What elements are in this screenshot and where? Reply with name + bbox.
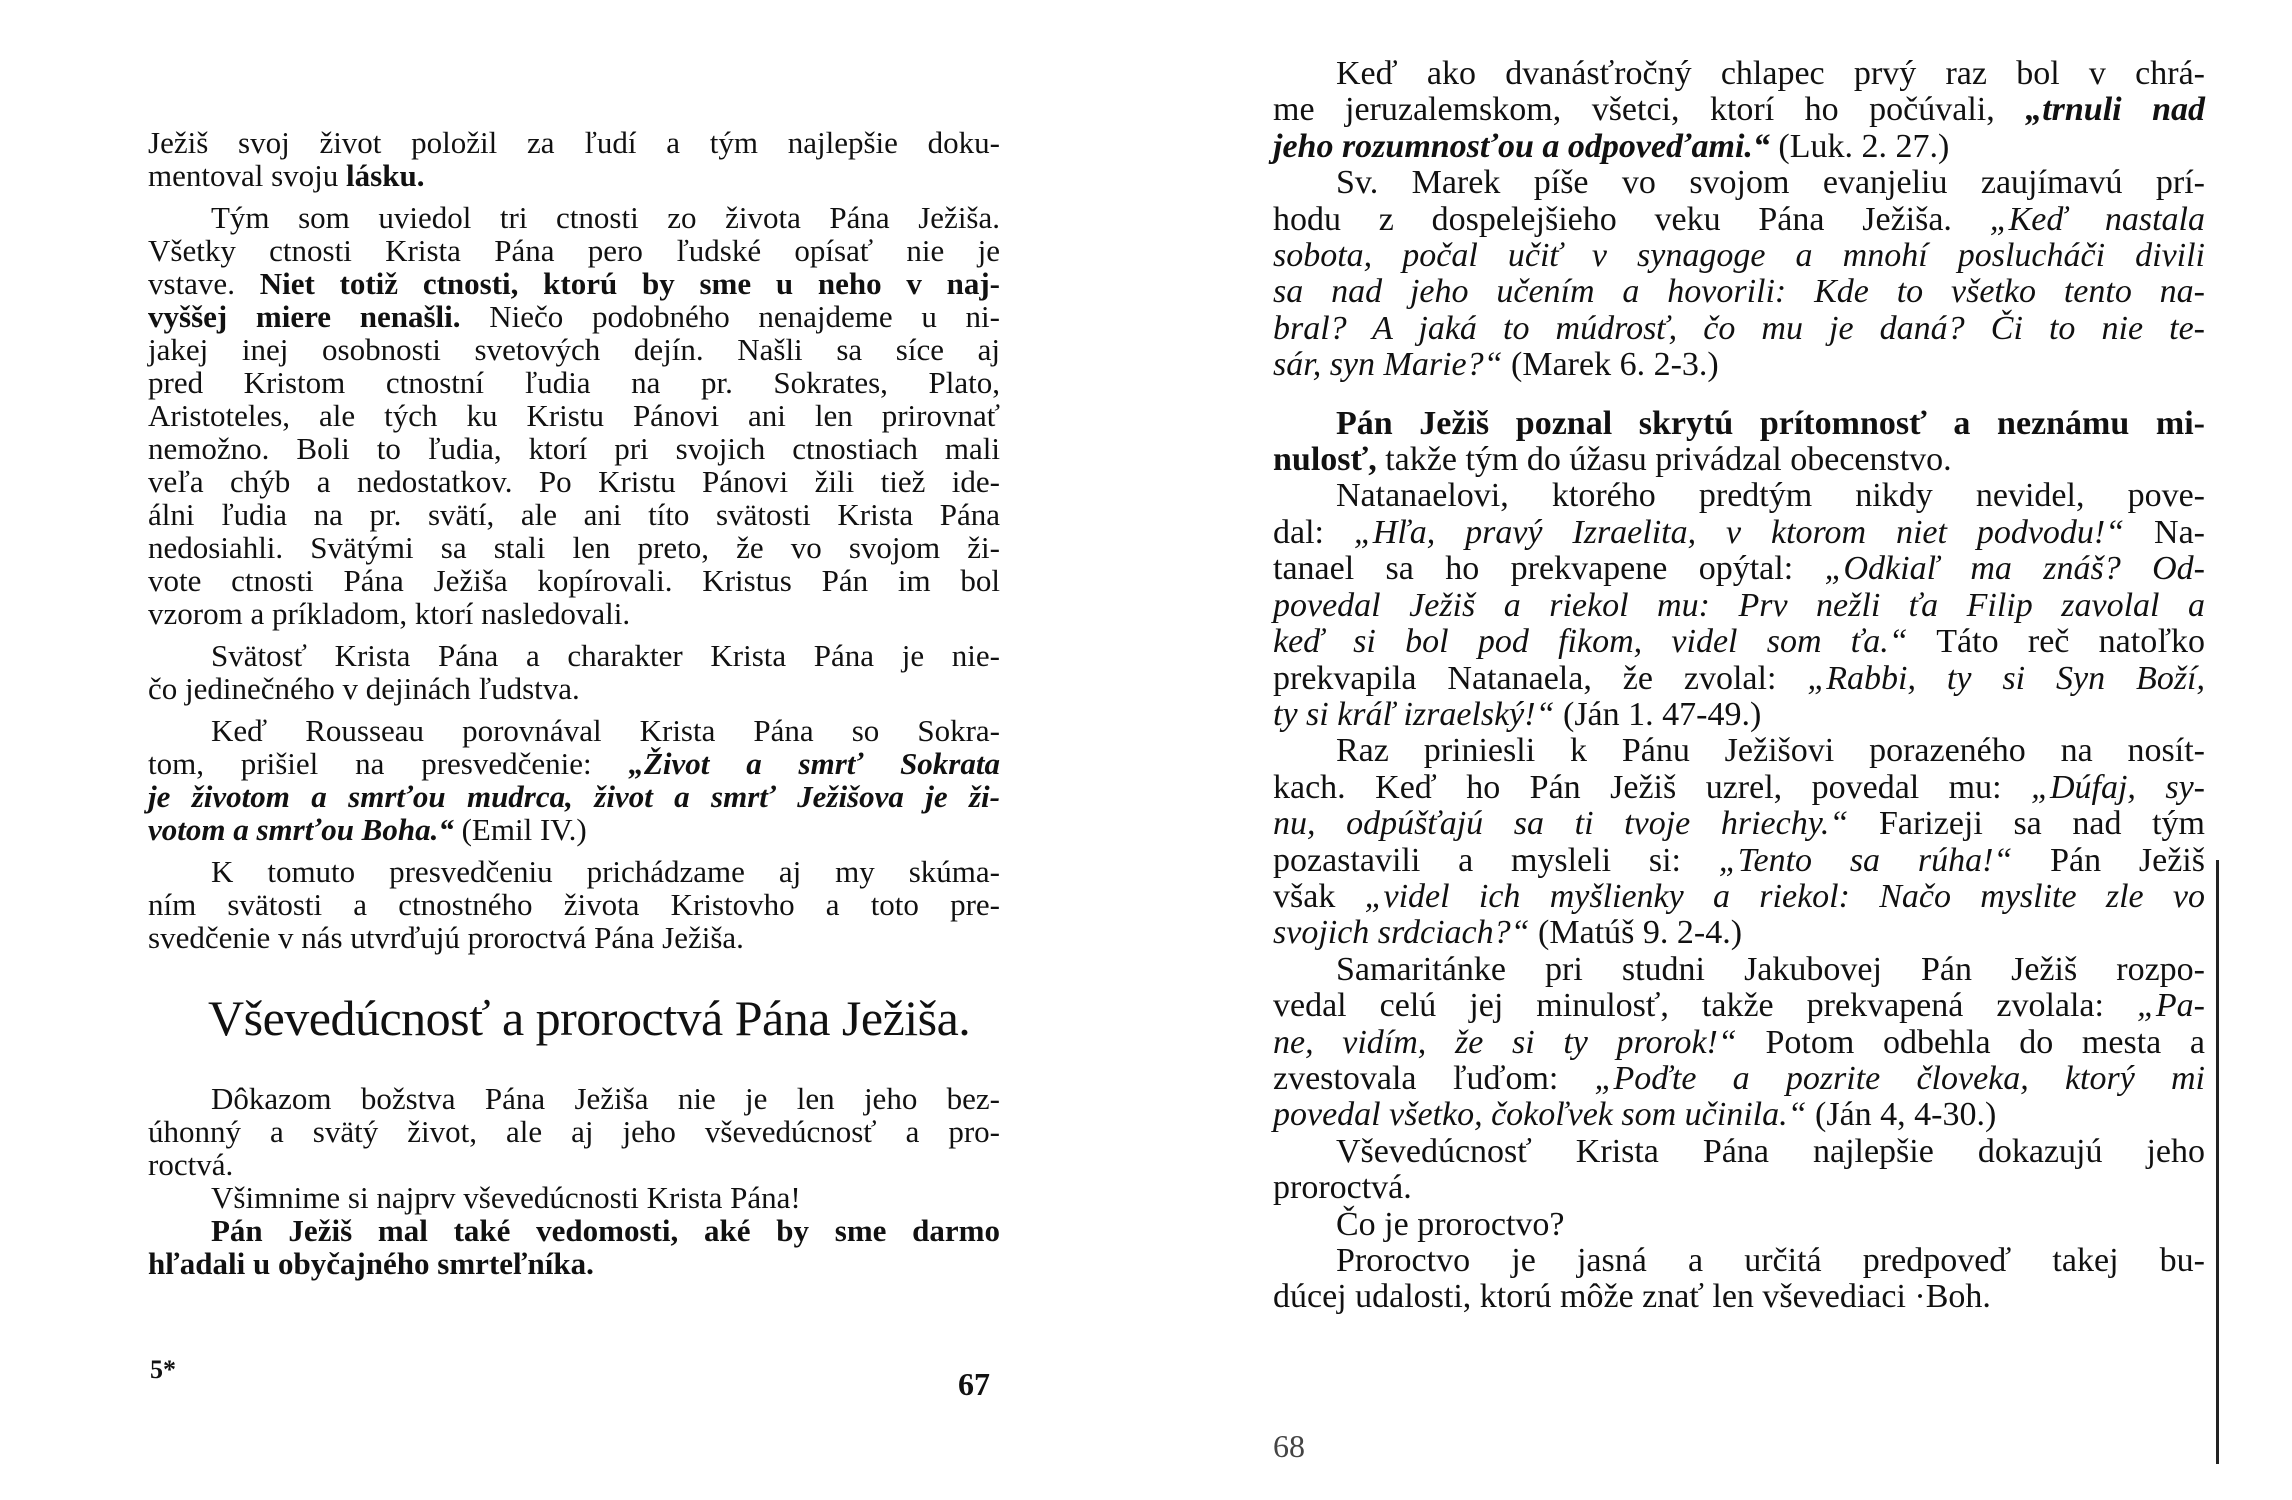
text-line bbox=[148, 1115, 1000, 1148]
text-line bbox=[1273, 1207, 2205, 1243]
text-line bbox=[148, 300, 1000, 333]
text-run: (Luk. 2. 27.) bbox=[1769, 127, 1950, 165]
text-run: Ježiš svoj život položil za ľudí a tým najlepšie doku- bbox=[148, 125, 1000, 160]
paragraph bbox=[148, 639, 1000, 705]
italic-text-run: keď si bol pod fikom, videl som ťa.“ bbox=[1273, 623, 1908, 661]
text-line bbox=[148, 531, 1000, 564]
text-line bbox=[1273, 515, 2205, 551]
paragraph bbox=[1273, 165, 2205, 383]
text-run: Proroctvo je jasná a určitá predpoveď takej bu- bbox=[1336, 1242, 2205, 1279]
text-line bbox=[1273, 274, 2205, 310]
text-line bbox=[148, 888, 1000, 921]
text-run: dúcej udalosti, ktorú môže znať len vševediaci ·Boh. bbox=[1273, 1278, 1991, 1316]
paragraph bbox=[148, 1082, 1000, 1181]
text-line bbox=[148, 267, 1000, 300]
italic-text-run: „trnuli nad bbox=[2025, 91, 2205, 129]
paragraph bbox=[1273, 406, 2205, 479]
text-run: kach. Keď ho Pán Ježiš uzrel, povedal mu: bbox=[1273, 768, 2032, 806]
italic-text-run: „videl ich myšlienky a riekol: Načo myslite zle vo bbox=[1364, 877, 2205, 915]
text-line bbox=[1273, 92, 2205, 128]
text-line bbox=[148, 780, 1000, 813]
text-line bbox=[1273, 1061, 2205, 1097]
paragraph bbox=[148, 1181, 1000, 1214]
paragraph bbox=[148, 1214, 1000, 1280]
text-line bbox=[148, 639, 1000, 672]
text-run: vedal celú jej minulosť, takže prekvapená zvolala: bbox=[1273, 987, 2137, 1025]
italic-text-run: „Odkiaľ ma znáš? Od- bbox=[1824, 550, 2205, 588]
text-run: Samaritánke pri studni Jakubovej Pán Ježiš rozpo- bbox=[1336, 950, 2205, 988]
text-run: jakej inej osobnosti svetových dejín. Našli sa síce aj bbox=[148, 332, 1000, 367]
text-run: však bbox=[1273, 877, 1365, 915]
text-line bbox=[1273, 238, 2205, 274]
paragraph bbox=[148, 855, 1000, 954]
text-line bbox=[148, 201, 1000, 234]
text-line bbox=[148, 747, 1000, 780]
text-line bbox=[148, 813, 1000, 846]
text-line bbox=[1273, 56, 2205, 92]
text-run: Natanaelovi, ktorého predtým nikdy nevidel, pove- bbox=[1336, 477, 2205, 515]
text-line bbox=[1273, 915, 2205, 951]
text-run: (Matúš 9. 2-4.) bbox=[1529, 914, 1743, 952]
text-line bbox=[148, 432, 1000, 465]
italic-text-run: ne, vidím, že si ty prorok!“ bbox=[1273, 1023, 1737, 1061]
text-line bbox=[148, 1214, 1000, 1247]
italic-text-run: „Poďte a pozrite človeka, ktorý mi bbox=[1594, 1059, 2205, 1097]
italic-text-run: „Hľa, pravý Izraelita, v ktorom niet podvodu!“ bbox=[1353, 513, 2125, 551]
text-line bbox=[1273, 1025, 2205, 1061]
text-line bbox=[148, 465, 1000, 498]
text-run: veľa chýb a nedostatkov. Po Kristu Pánovi žili tiež ide- bbox=[148, 464, 1000, 499]
text-line bbox=[148, 564, 1000, 597]
text-run: dal: bbox=[1273, 513, 1354, 551]
italic-text-run: „Pa- bbox=[2137, 987, 2205, 1025]
italic-text-run: povedal všetko, čokoľvek som učinila.“ bbox=[1273, 1096, 1807, 1134]
text-run: vote ctnosti Pána Ježiša kopírovali. Kristus Pán im bol bbox=[148, 563, 1000, 598]
italic-text-run: „Tento sa rúha!“ bbox=[1718, 841, 2013, 879]
text-line bbox=[148, 1148, 1000, 1181]
text-run: proroctvá. bbox=[1273, 1169, 1412, 1207]
text-line bbox=[1273, 311, 2205, 347]
text-run: Dôkazom božstva Pána Ježiša nie je len jeho bez- bbox=[211, 1081, 1000, 1116]
italic-text-run: sobota, počal učiť v synagoge a mnohí poslucháči divili bbox=[1273, 237, 2205, 275]
text-run: Tým som uviedol tri ctnosti zo života Pána Ježiša. bbox=[211, 200, 1000, 235]
text-line bbox=[148, 366, 1000, 399]
text-run: roctvá. bbox=[148, 1147, 234, 1182]
text-run: (Emil IV.) bbox=[453, 812, 587, 847]
text-line bbox=[1273, 1243, 2205, 1279]
text-line bbox=[148, 159, 1000, 192]
paragraph bbox=[148, 126, 1000, 192]
text-run: (Ján 4, 4-30.) bbox=[1806, 1096, 1997, 1134]
text-run: Všetky ctnosti Krista Pána pero ľudské opísať nie je bbox=[148, 233, 1000, 268]
text-line bbox=[1273, 202, 2205, 238]
text-run: Farizeji sa nad tým bbox=[1848, 805, 2206, 843]
text-run: pred Kristom ctnostní ľudia na pr. Sokrates, Plato, bbox=[148, 365, 1000, 400]
text-line bbox=[1273, 478, 2205, 514]
left-page-text bbox=[148, 126, 1000, 1280]
italic-text-run: „Život a smrť Sokrata bbox=[628, 746, 1000, 781]
text-run: tom, prišiel na presvedčenie: bbox=[148, 746, 629, 781]
paragraph bbox=[1273, 952, 2205, 1134]
text-run: vstave. bbox=[148, 266, 260, 301]
paragraph bbox=[1273, 733, 2205, 951]
text-run: Niečo podobného nenajdeme u ni- bbox=[460, 299, 1000, 334]
paragraph bbox=[1273, 1243, 2205, 1316]
text-run: me jeruzalemskom, všetci, ktorí ho počúvali, bbox=[1273, 91, 2026, 129]
text-run: Potom odbehla do mesta a bbox=[1736, 1023, 2205, 1061]
bold-text-run: Niet totiž ctnosti, ktorú by sme u neho v naj- bbox=[259, 266, 1000, 301]
text-line bbox=[1273, 661, 2205, 697]
text-run: Keď ako dvanásťročný chlapec prvý raz bol v chrá- bbox=[1336, 55, 2205, 92]
text-run: Keď Rousseau porovnával Krista Pána so Sokra- bbox=[211, 713, 1000, 748]
italic-text-run: svojich srdciach?“ bbox=[1273, 914, 1530, 952]
text-run: Vševedúcnosť Krista Pána najlepšie dokazujú jeho bbox=[1336, 1132, 2205, 1170]
italic-text-run: povedal Ježiš a riekol mu: Prv nežli ťa Filip zavolal a bbox=[1273, 586, 2205, 624]
text-line bbox=[1273, 347, 2205, 383]
paragraph bbox=[1273, 1207, 2205, 1243]
text-run: Svätosť Krista Pána a charakter Krista Pána je nie- bbox=[211, 638, 1000, 673]
text-run: prekvapila Natanaela, že zvolal: bbox=[1273, 659, 1808, 697]
text-run: čo jedinečného v dejinách ľudstva. bbox=[148, 671, 580, 706]
paragraph bbox=[148, 714, 1000, 846]
italic-text-run: sa nad jeho učením a hovorili: Kde to všetko tento na- bbox=[1273, 273, 2205, 311]
text-line bbox=[1273, 1279, 2205, 1315]
text-run: Sv. Marek píše vo svojom evanjeliu zaujímavú prí- bbox=[1336, 164, 2205, 202]
text-run: pozastavili a mysleli si: bbox=[1273, 841, 1719, 879]
text-line bbox=[1273, 952, 2205, 988]
text-run: Čo je proroctvo? bbox=[1336, 1205, 1565, 1243]
text-run: Pán Ježiš bbox=[2012, 841, 2205, 879]
text-line bbox=[1273, 551, 2205, 587]
text-run: ním svätosti a ctnostného života Kristovho a toto pre- bbox=[148, 887, 1000, 922]
text-line bbox=[148, 855, 1000, 888]
text-line bbox=[148, 597, 1000, 630]
text-line bbox=[1273, 988, 2205, 1024]
text-line bbox=[148, 498, 1000, 531]
text-line bbox=[148, 921, 1000, 954]
text-run: nedosiahli. Svätými sa stali len preto, že vo svojom ži- bbox=[148, 530, 1000, 565]
signature-mark: 5* bbox=[150, 1355, 176, 1384]
bold-text-run: nulosť, bbox=[1273, 441, 1377, 479]
text-line bbox=[148, 1082, 1000, 1115]
bold-text-run: hľadali u obyčajného smrteľníka. bbox=[148, 1246, 594, 1281]
text-line bbox=[1273, 697, 2205, 733]
text-line bbox=[148, 333, 1000, 366]
italic-text-run: „Keď nastala bbox=[1989, 200, 2205, 238]
paragraph bbox=[1273, 56, 2205, 165]
text-run: nemožno. Boli to ľudia, ktorí pri svojich ctnostiach mali bbox=[148, 431, 1000, 466]
text-run: álni ľudia na pr. svätí, ale ani títo svätosti Krista Pána bbox=[148, 497, 1000, 532]
text-line bbox=[148, 126, 1000, 159]
italic-text-run: nu, odpúšťajú sa ti tvoje hriechy.“ bbox=[1273, 805, 1849, 843]
text-line bbox=[148, 714, 1000, 747]
text-line bbox=[1273, 733, 2205, 769]
text-run: Na- bbox=[2124, 513, 2205, 551]
text-run: mentoval svoju bbox=[148, 158, 347, 193]
text-line bbox=[148, 399, 1000, 432]
text-line bbox=[1273, 1097, 2205, 1133]
text-line bbox=[148, 1247, 1000, 1280]
italic-text-run: bral? A jaká to múdrosť, čo mu je daná? Či to nie te- bbox=[1273, 309, 2205, 347]
text-run: Aristoteles, ale tých ku Kristu Pánovi ani len prirovnať bbox=[148, 398, 1000, 433]
bold-text-run: Pán Ježiš poznal skrytú prítomnosť a neznámu mi- bbox=[1336, 404, 2205, 442]
italic-text-run: sár, syn Marie?“ bbox=[1273, 346, 1503, 384]
text-line bbox=[1273, 442, 2205, 478]
text-line bbox=[148, 672, 1000, 705]
text-line bbox=[1273, 843, 2205, 879]
text-line bbox=[148, 1181, 1000, 1214]
text-run: takže tým do úžasu privádzal obecenstvo. bbox=[1376, 441, 1952, 479]
text-run: zvestovala ľuďom: bbox=[1273, 1059, 1595, 1097]
binding-edge-line bbox=[2216, 860, 2219, 1464]
text-run: K tomuto presvedčeniu prichádzame aj my skúma- bbox=[211, 854, 1000, 889]
text-run: tanael sa ho prekvapene opýtal: bbox=[1273, 550, 1825, 588]
text-line bbox=[1273, 165, 2205, 201]
paragraph bbox=[1273, 478, 2205, 733]
page-number-right: 68 bbox=[1273, 1428, 1305, 1464]
text-run: Raz priniesli k Pánu Ježišovi porazeného na nosít- bbox=[1336, 732, 2205, 770]
text-run: (Ján 1. 47-49.) bbox=[1554, 695, 1762, 733]
text-run: Všimnime si najprv vševedúcnosti Krista Pána! bbox=[211, 1180, 801, 1215]
text-run: svedčenie v nás utvrďujú proroctvá Pána Ježiša. bbox=[148, 920, 744, 955]
text-run: vzorom a príkladom, ktorí nasledovali. bbox=[148, 596, 631, 631]
text-line bbox=[1273, 1170, 2205, 1206]
section-heading: Vševedúcnosť a proroctvá Pána Ježiša. bbox=[208, 990, 971, 1046]
italic-text-run: ty si kráľ izraelský!“ bbox=[1273, 695, 1555, 733]
text-line bbox=[1273, 406, 2205, 442]
text-run: úhonný a svätý život, ale aj jeho vševedúcnosť a pro- bbox=[148, 1114, 1000, 1149]
italic-text-run: votom a smrťou Boha.“ bbox=[148, 812, 454, 847]
paragraph bbox=[148, 201, 1000, 630]
italic-text-run: „Dúfaj, sy- bbox=[2031, 768, 2206, 806]
italic-text-run: jeho rozumnosťou a odpoveďami.“ bbox=[1273, 127, 1770, 165]
text-run: (Marek 6. 2-3.) bbox=[1502, 346, 1719, 384]
text-line bbox=[148, 234, 1000, 267]
text-line bbox=[1273, 624, 2205, 660]
bold-text-run: lásku. bbox=[346, 158, 425, 193]
text-line bbox=[1273, 129, 2205, 165]
text-line bbox=[1273, 1134, 2205, 1170]
bold-text-run: vyššej miere nenašli. bbox=[148, 299, 461, 334]
text-line bbox=[1273, 879, 2205, 915]
text-line bbox=[1273, 588, 2205, 624]
italic-text-run: „Rabbi, ty si Syn Boží, bbox=[1807, 659, 2205, 697]
bold-text-run: Pán Ježiš mal také vedomosti, aké by sme darmo bbox=[211, 1213, 1000, 1248]
text-line bbox=[1273, 806, 2205, 842]
paragraph bbox=[1273, 1134, 2205, 1207]
page-number-left: 67 bbox=[958, 1366, 990, 1402]
right-page-text bbox=[1273, 56, 2205, 1316]
text-line bbox=[1273, 770, 2205, 806]
text-run: Táto reč natoľko bbox=[1907, 623, 2206, 661]
italic-text-run: je životom a smrťou mudrca, život a smrť Ježišova je ži- bbox=[148, 779, 1000, 814]
text-run: hodu z dospelejšieho veku Pána Ježiša. bbox=[1273, 200, 1990, 238]
